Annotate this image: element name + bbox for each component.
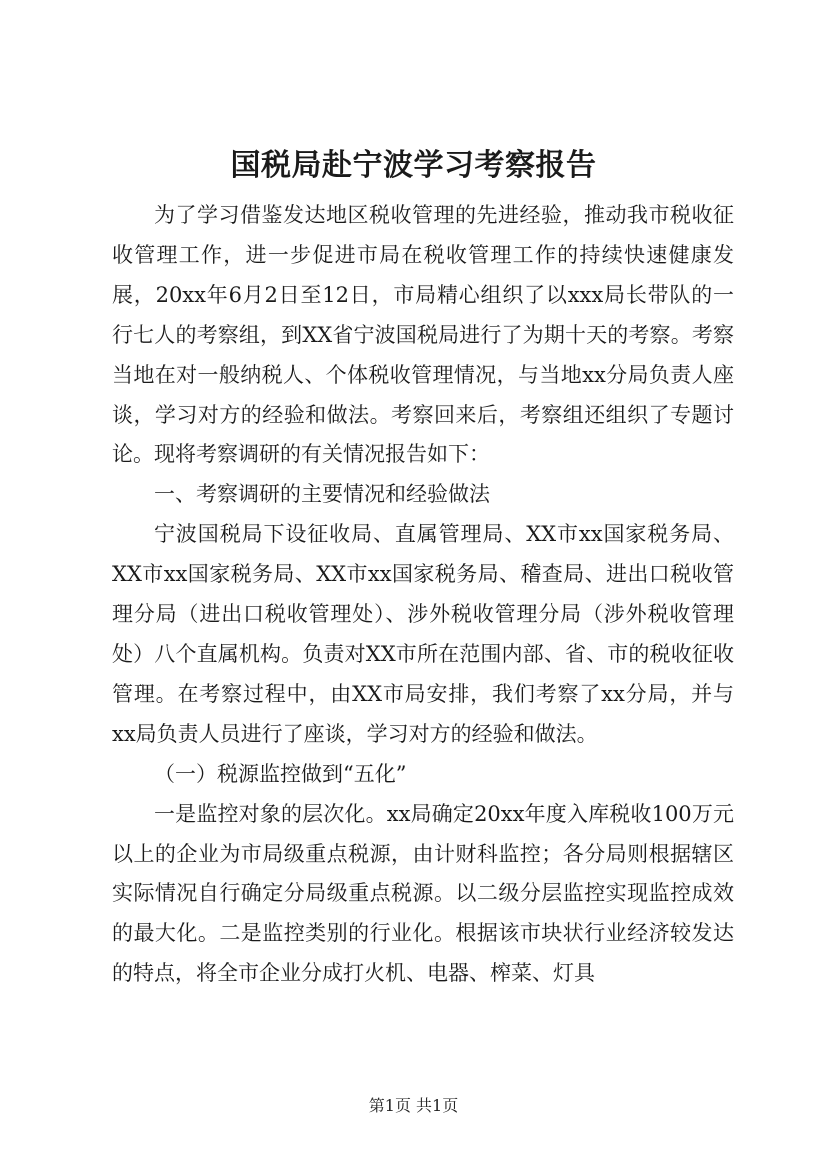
subsection-heading-1: （一）税源监控做到“五化” (154, 761, 407, 786)
page-footer: 第1页 共1页 (368, 1096, 459, 1115)
section-heading-1: 一、考察调研的主要情况和经验做法 (154, 482, 490, 507)
paragraph-intro: 为了学习借鉴发达地区税收管理的先进经验，推动我市税收征收管理工作，进一步促进市局在税收管理工作的持续快速健康发展，20xx年6月2日至12日，市局精心组织了以xxx局长带队的一行七人的考察组，到XX省宁波国税局进行了为期十天的考察。考察当地在对一般纳税人、个体税收管理情况，与当地xx分局负责人座谈，学习对方的经验和做法。考察回来后，考察组还组织了专题讨论。现将考察调研的有关情况报告如下： (112, 203, 734, 467)
document-title: 国税局赴宁波学习考察报告 (230, 148, 597, 183)
paragraph-monitoring: 一是监控对象的层次化。xx局确定20xx年度入库税收100万元以上的企业为市局级重点税源，由计财科监控；各分局则根据辖区实际情况自行确定分局级重点税源。以二级分层监控实现监控成效的最大化。二是监控类别的行业化。根据该市块状行业经济较发达的特点，将全市企业分成打火机、电器、榨菜、灯具 (112, 801, 734, 986)
paragraph-ningbo-structure: 宁波国税局下设征收局、直属管理局、XX市xx国家税务局、XX市xx国家税务局、XX市xx国家税务局、稽查局、进出口税收管理分局（进出口税收管理处）、涉外税收管理分局（涉外税收管理处）八个直属机构。负责对XX市所在范围内部、省、市的税收征收管理。在考察过程中，由XX市局安排，我们考察了xx分局，并与xx局负责人员进行了座谈，学习对方的经验和做法。 (112, 522, 734, 746)
document-body (112, 196, 734, 994)
